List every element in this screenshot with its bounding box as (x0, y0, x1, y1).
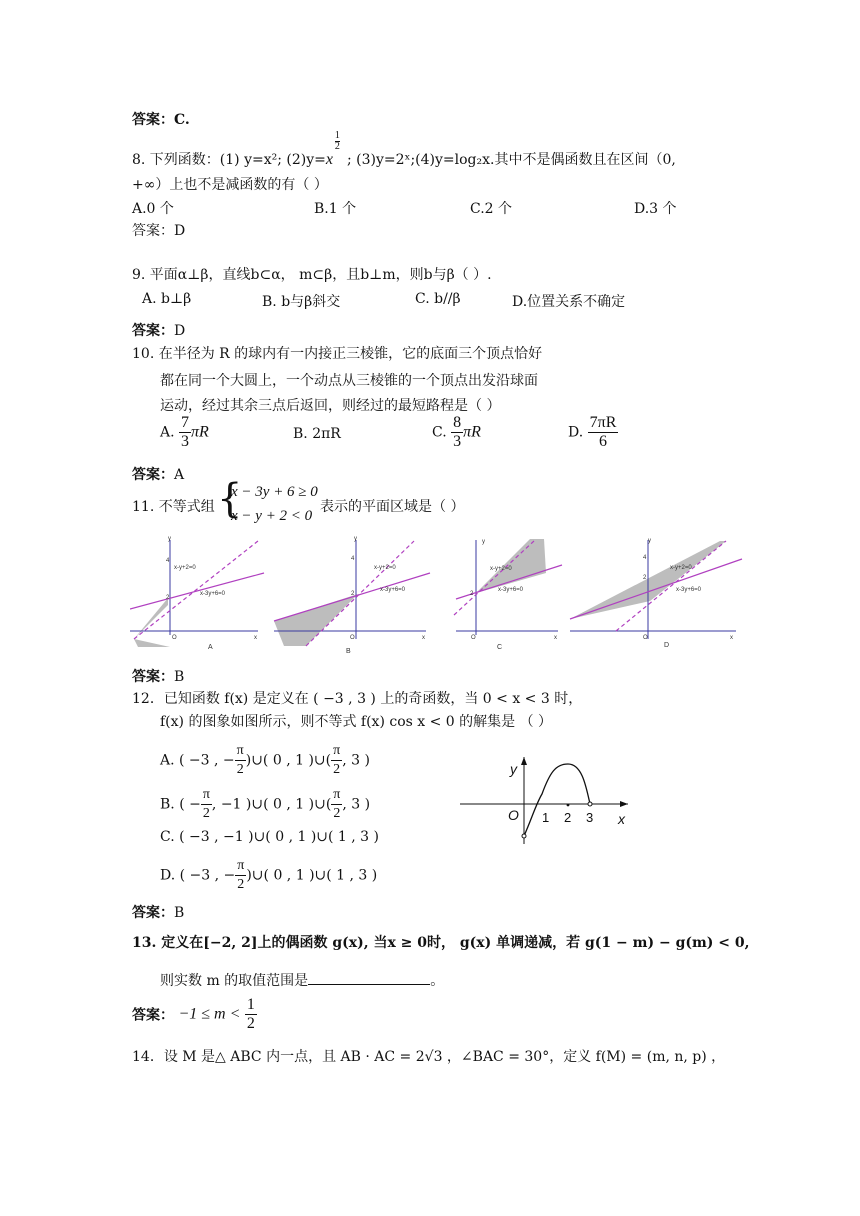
q11-graph-b-x: x (422, 635, 425, 641)
q11-graph-a-t2: 2 (166, 595, 170, 601)
q12-graph-o: O (508, 807, 519, 823)
q11-graph-a-name: A (208, 644, 213, 651)
q11-graph-a-y: y (168, 536, 171, 542)
q8-answer: 答案：D (132, 223, 186, 239)
q8-x: x $\frac{1}{2}$ (325, 130, 340, 168)
q12-graph-y-arrow (521, 757, 527, 765)
q11-answer (132, 666, 184, 686)
q12-opt-d-frac (235, 857, 246, 894)
q12-function-graph (456, 752, 636, 852)
q11-graph-b-o: O (350, 635, 355, 641)
q11-graph-a-line1 (134, 541, 258, 639)
q11-graph-d-x: x (730, 635, 733, 641)
q9-answer (132, 320, 185, 340)
q12-answer-label: 答案： (132, 905, 174, 921)
q10-opt-c-tail: πR (463, 423, 481, 441)
q12-graph-x-arrow (620, 801, 628, 807)
q12-graph-t3: 3 (586, 810, 594, 825)
q11-graph-d (570, 538, 742, 649)
q11-graph-a-x: x (254, 635, 257, 641)
q11-graph-b-line1 (306, 541, 414, 646)
q11-graph-b-label1: x-y+2=0 (374, 565, 396, 571)
q12-option-b (160, 786, 370, 823)
q11-graph-a-label2: x-3y+6=0 (200, 591, 226, 597)
q10-option-d (568, 414, 618, 451)
q12-opt-b-3: , 3 ) (342, 796, 371, 813)
q10-opt-d-den: 6 (599, 433, 608, 450)
q11-prefix: 11. 不等式组 (132, 499, 215, 515)
q11-graph-c-y: y (482, 539, 485, 545)
q12-opt-d-two: 2 (237, 877, 245, 892)
q12-opt-a-two1: 2 (236, 762, 244, 777)
q12-graph-x: x (618, 811, 625, 827)
q8-option-c: C.2 个 (470, 201, 513, 217)
q10-line1: 10. 在半径为 R 的球内有一内接正三棱锥，它的底面三个顶点恰好 (132, 346, 543, 362)
q11-graph-b-line2 (274, 573, 430, 621)
q11-graph-a-t4: 4 (166, 558, 170, 564)
q12-opt-a-two2: 2 (333, 762, 341, 777)
q13-blank (308, 970, 430, 985)
q9-answer-value: D (174, 323, 186, 339)
q11-graph-d-y: y (648, 538, 651, 544)
q12-opt-b-1: B. ( − (160, 796, 201, 813)
q11-graph-a (130, 536, 264, 651)
q8-option-d: D.3 个 (634, 201, 677, 217)
q12-opt-b-pi2: π (331, 786, 342, 805)
q11-graph-d-line1 (616, 541, 726, 631)
q11-graph-a-region (134, 598, 168, 639)
q12-graph-open-end (588, 802, 592, 806)
q11-graph-a-line2 (130, 573, 264, 609)
q11-graph-c-label2: x-3y+6=0 (498, 587, 524, 593)
q9-option-b: B. b与β斜交 (262, 294, 341, 310)
q12-graph-t1: 1 (542, 810, 550, 825)
q10-opt-d-frac (588, 414, 619, 451)
q11-brace: { (217, 476, 243, 522)
q11-graph-c-o: O (471, 635, 476, 641)
q10-opt-a-frac (179, 414, 191, 451)
q8-option-b: B.1 个 (314, 201, 357, 217)
q11-graph-c-t2: 2 (470, 591, 474, 597)
q8-line1-b: ; (3)y=2ˣ;(4)y=log₂x.其中不是偶函数且在区间（0, (346, 152, 676, 168)
q10-option-b: B. 2πR (293, 426, 341, 442)
q11-graph-b-region (274, 594, 358, 646)
q11-graphs (130, 535, 744, 660)
q12-answer-value: B (174, 905, 185, 921)
q11-graph-c (454, 539, 562, 651)
q13-line2-a: 则实数 m 的取值范围是 (160, 973, 309, 989)
q12-opt-b-frac1 (201, 786, 212, 823)
q12-option-c: C. ( −3 , −1 )∪( 0 , 1 )∪( 1 , 3 ) (160, 829, 380, 845)
q11-graph-d-t4: 4 (643, 555, 647, 561)
q11-answer-label: 答案： (132, 669, 174, 685)
q8-line1-a: 8. 下列函数：(1) y=x²; (2)y= (132, 152, 326, 168)
q10-opt-a-num: 7 (181, 414, 190, 431)
q11-graph-d-t2: 2 (643, 575, 647, 581)
q10-opt-a-label: A. (160, 424, 175, 441)
q13-answer-den: 2 (246, 1015, 255, 1032)
q11-graph-c-x: x (554, 635, 557, 641)
q11-graph-d-label2: x-3y+6=0 (676, 587, 702, 593)
q10-answer (132, 464, 184, 484)
q13-answer-num: 1 (246, 996, 255, 1013)
q11-graph-d-line2 (570, 559, 742, 619)
q12-opt-a-frac1 (235, 742, 246, 779)
q13-answer-frac (245, 996, 257, 1033)
q11-graph-c-name: C (497, 644, 503, 651)
answer-top: 答案：C. (132, 112, 190, 128)
q12-graph-open-start (522, 834, 526, 838)
q12-option-a (160, 742, 370, 779)
q10-answer-value: A (174, 467, 185, 483)
q11-graph-d-o: O (643, 635, 648, 641)
q12-opt-a-2: )∪( 0 , 1 )∪( (245, 752, 332, 769)
q8-option-a: A.0 个 (132, 201, 174, 217)
q12-opt-d-pi: π (235, 857, 246, 876)
q9-option-a: A. b⊥β (142, 291, 192, 307)
q8-exp-num: 1 (334, 130, 340, 141)
q11-graph-d-label1: x-y+2=0 (670, 565, 692, 571)
q12-opt-b-pi1: π (201, 786, 212, 805)
q11-ineq1: x − 3y + 6 ≥ 0 (231, 484, 318, 500)
q12-answer (132, 902, 184, 922)
q10-option-c (432, 414, 481, 451)
q13-answer (132, 996, 257, 1033)
q11-graph-b-t2: 2 (351, 591, 355, 597)
q10-opt-c-label: C. (432, 424, 447, 441)
q12-opt-a-1: A. ( −3 , − (160, 752, 235, 769)
q12-graph-t2: 2 (564, 810, 572, 825)
q10-opt-d-label: D. (568, 424, 584, 441)
q8-exponent (335, 131, 340, 152)
q13-line2-b: 。 (430, 973, 445, 989)
q11-suffix: 表示的平面区域是（ ） (320, 499, 465, 515)
q11-graph-b (274, 536, 430, 655)
q12-graph-dot (567, 804, 570, 807)
q8-exp-den: 2 (334, 141, 340, 152)
q8-line1 (132, 130, 676, 169)
q12-opt-a-3: , 3 ) (342, 752, 370, 769)
q11-answer-value: B (174, 669, 185, 685)
q10-opt-d-num: 7πR (589, 414, 617, 431)
q12-opt-b-two2: 2 (333, 806, 341, 821)
q13-answer-label: 答案： (132, 1007, 174, 1024)
q9-stem: 9. 平面α⊥β，直线b⊂α， m⊂β，且b⊥m，则b与β（ ）. (132, 267, 492, 283)
q10-opt-c-frac (451, 414, 463, 451)
q10-option-a (160, 414, 209, 451)
q10-line2: 都在同一个大圆上，一个动点从三棱锥的一个顶点出发沿球面 (160, 373, 538, 389)
q11-graph-b-label2: x-3y+6=0 (380, 587, 406, 593)
q8-line2: +∞）上也不是减函数的有（ ） (132, 177, 328, 193)
q9-option-c: C. b//β (415, 291, 461, 307)
q11-graph-d-name: D (664, 642, 670, 649)
q12-line2: f(x) 的图象如图所示，则不等式 f(x) cos x < 0 的解集是 （ ） (160, 714, 553, 730)
q11-graph-b-name: B (346, 648, 351, 655)
q11-graph-a-region2 (134, 639, 170, 647)
q9-option-d: D.位置关系不确定 (512, 294, 626, 310)
q13-answer-pre: −1 ≤ m < (178, 1005, 241, 1023)
q12-opt-a-frac2 (331, 742, 342, 779)
q12-graph-y: y (510, 761, 517, 777)
q10-line3: 运动，经过其余三点后返回，则经过的最短路程是（ ） (160, 398, 501, 414)
q13-line1: 13. 定义在[−2, 2]上的偶函数 g(x), 当x ≥ 0时， g(x) 单调递减，若 g(1 − m) − g(m) < 0, (132, 935, 750, 951)
q12-graph-curve (524, 764, 590, 836)
q12-opt-d-1: D. ( −3 , − (160, 867, 236, 884)
q12-opt-d-2: )∪( 0 , 1 )∪( 1 , 3 ) (246, 867, 378, 884)
q12-option-d (160, 857, 377, 894)
q11-graph-a-o: O (172, 635, 177, 641)
q12-opt-b-two1: 2 (202, 806, 210, 821)
q9-answer-label: 答案： (132, 323, 174, 339)
q11-graph-b-t4: 4 (351, 556, 355, 562)
q11-graph-b-y: y (354, 536, 357, 542)
q13-line2 (160, 970, 444, 990)
q10-opt-a-tail: πR (191, 423, 209, 441)
q14-line1: 14．设 M 是△ ABC 内一点，且 AB · AC = 2√3 ，∠BAC = 30°，定义 f(M) = (m, n, p) ， (132, 1049, 726, 1065)
q10-opt-c-num: 8 (453, 414, 462, 431)
q10-opt-c-den: 3 (453, 433, 462, 450)
q11-graph-a-label1: x-y+2=0 (174, 565, 196, 571)
q11-ineq2: x − y + 2 < 0 (231, 508, 313, 524)
q11-graph-c-label1: x-y+2=0 (490, 566, 512, 572)
q12-opt-b-2: , −1 )∪( 0 , 1 )∪( (211, 796, 332, 813)
q12-opt-b-frac2 (331, 786, 342, 823)
q12-opt-a-pi2: π (331, 742, 342, 761)
q12-line1: 12．已知函数 f(x) 是定义在 ( −3 , 3 ) 上的奇函数，当 0 < x < 3 时， (132, 691, 583, 707)
q10-answer-label: 答案： (132, 467, 174, 483)
q10-opt-a-den: 3 (181, 433, 190, 450)
q12-opt-a-pi1: π (235, 742, 246, 761)
